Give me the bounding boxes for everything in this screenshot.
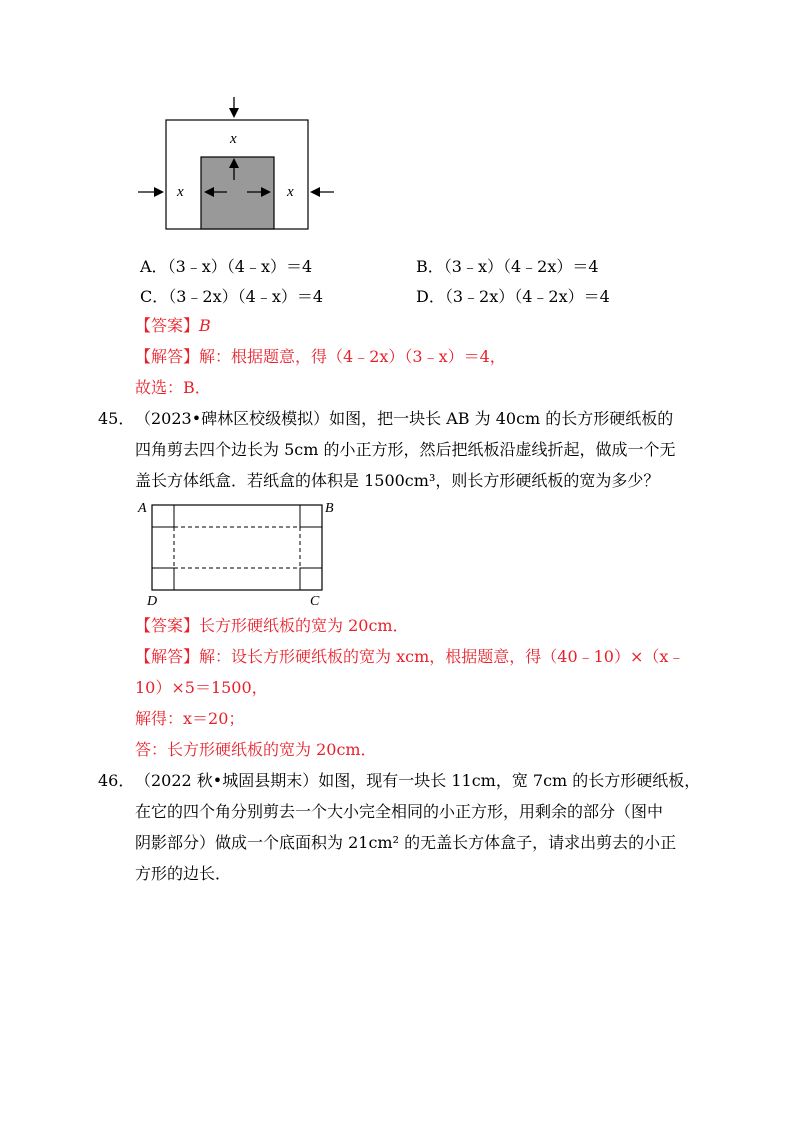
- option-text: （3﹣2x）（4﹣2x）＝4: [444, 287, 610, 306]
- answer-value: 长方形硬纸板的宽为 20cm．: [199, 616, 409, 635]
- vertex-d: D: [147, 594, 158, 609]
- q45-solve: 解得：x＝20；: [135, 709, 245, 728]
- q46-line-3: 阴影部分）做成一个底面积为 21cm² 的无盖长方体盒子，请求出剪去的小正: [135, 833, 677, 852]
- q44-figure: [130, 92, 340, 237]
- q45-line-3: 盖长方体纸盒．若纸盒的体积是 1500cm³，则长方形硬纸板的宽为多少？: [135, 471, 660, 490]
- q45-solution: [135, 647, 684, 667]
- q44-solution: [135, 347, 506, 367]
- q45-figure: [135, 497, 345, 609]
- solution-tag: 【解答】: [135, 647, 200, 666]
- answer-value: B: [199, 316, 211, 335]
- answer-tag: 【答案】: [135, 316, 200, 335]
- arrowhead-left-icon: [310, 187, 320, 197]
- label-x-right: x: [287, 184, 294, 200]
- vertex-b: B: [325, 501, 334, 516]
- option-text: （3﹣2x）（4﹣x）＝4: [168, 287, 324, 306]
- option-letter: B．: [416, 257, 444, 276]
- q45-number: 45．: [98, 409, 135, 428]
- arrowhead-down-icon: [229, 108, 239, 118]
- q46-line-1: （2022 秋•城固县期末）如图，现有一块长 11cm，宽 7cm 的长方形硬纸板，: [135, 771, 701, 790]
- q45-reply: 答：长方形硬纸板的宽为 20cm．: [135, 740, 377, 759]
- option-a: [140, 257, 312, 277]
- label-x-left: x: [177, 184, 184, 200]
- q45-line-2: 四角剪去四个边长为 5cm 的小正方形，然后把纸板沿虚线折起，做成一个无: [135, 440, 676, 459]
- vertex-a: A: [138, 501, 147, 516]
- vertex-c: C: [310, 594, 320, 609]
- q45-solution-line-2: 10）×5＝1500，: [135, 678, 268, 697]
- q44-answer: [135, 316, 211, 336]
- cardboard-rect: [152, 505, 322, 590]
- q45-line-1: （2023•碑林区校级模拟）如图，把一块长 AB 为 40cm 的长方形硬纸板的: [135, 409, 674, 428]
- q44-conclusion: 故选：B．: [135, 378, 211, 397]
- arrowhead-right-icon: [154, 187, 164, 197]
- option-text: （3﹣x）（4﹣2x）＝4: [443, 257, 599, 276]
- option-letter: C．: [140, 287, 169, 306]
- solution-text: 解：设长方形硬纸板的宽为 xcm，根据题意，得（40﹣10）×（x﹣: [199, 647, 685, 666]
- option-letter: D．: [416, 287, 445, 306]
- q45-answer: [135, 616, 409, 636]
- label-x-top: x: [230, 131, 237, 147]
- option-c: [140, 287, 323, 307]
- option-text: （3﹣x）（4﹣x）＝4: [167, 257, 313, 276]
- q46-line-4: 方形的边长．: [135, 864, 232, 883]
- q46-line-2: 在它的四个角分别剪去一个大小完全相同的小正方形，用剩余的部分（图中: [135, 802, 664, 821]
- solution-text: 解：根据题意，得（4﹣2x）（3﹣x）＝4，: [199, 347, 506, 366]
- option-b: [416, 257, 599, 277]
- answer-tag: 【答案】: [135, 616, 200, 635]
- q46-number: 46．: [98, 771, 135, 790]
- solution-tag: 【解答】: [135, 347, 200, 366]
- option-letter: A．: [140, 257, 168, 276]
- option-d: [416, 287, 610, 307]
